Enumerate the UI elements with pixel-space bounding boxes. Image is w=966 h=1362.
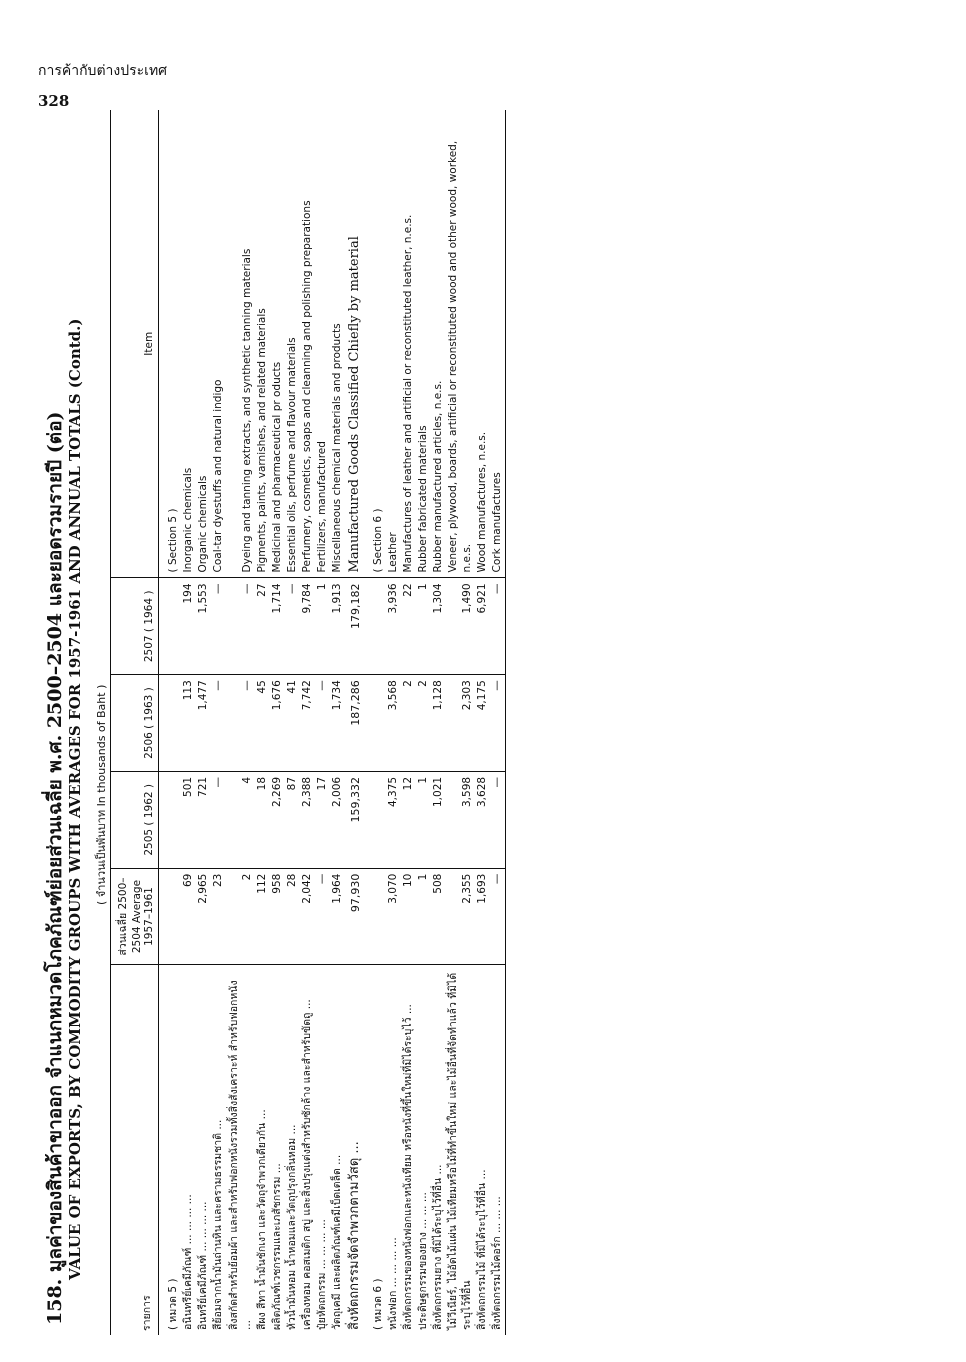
table-row <box>181 110 196 1335</box>
average-cell: — <box>315 868 330 965</box>
value-2505-cell: 12 <box>401 771 416 868</box>
table-row <box>227 110 255 1335</box>
item-cell: Rubber fabricated materials <box>416 110 431 578</box>
value-2505-cell: 4 <box>227 771 255 868</box>
value-2505-cell: 2,006 <box>330 771 345 868</box>
item-cell: Organic chemicals <box>196 110 211 578</box>
table-row <box>386 110 401 1335</box>
table-row <box>330 110 345 1335</box>
thai-item-cell: วัตถุเคมี และผลิตภัณฑ์เคมีเบ็ดเตล็ด ... <box>331 1154 344 1330</box>
col-header-2506: 2506 ( 1963 ) <box>111 675 159 772</box>
value-2505-cell: 17 <box>315 771 330 868</box>
thai-item-cell: หัวน้ำมันหอม น้ำหอมและวัตถุปรุงกลิ่นหอม ... <box>286 1124 298 1330</box>
value-2505-cell: 87 <box>285 771 300 868</box>
thai-item-cell: อินทรีย์เคมีภัณฑ์ ... ... ... ... <box>197 1201 210 1330</box>
value-2506-cell: — <box>227 675 255 772</box>
table-row <box>346 110 364 1335</box>
value-2507-cell: 22 <box>401 578 416 675</box>
item-cell: Dyeing and tanning extracts, and synthetic tanning materials <box>227 110 255 578</box>
item-cell: ( Section 5 ) <box>159 110 182 578</box>
value-2505-cell: 159,332 <box>346 771 364 868</box>
value-2506-cell: 3,568 <box>386 675 401 772</box>
value-2505-cell: 3,628 <box>475 771 490 868</box>
value-2506-cell: 1,128 <box>431 675 446 772</box>
thai-item-cell: สิ่งหัตถกรรมไม้ ที่มิได้ระบุไว้ที่อื่น ... <box>475 1169 488 1330</box>
average-cell: 508 <box>431 868 446 965</box>
value-2506-cell: 41 <box>285 675 300 772</box>
average-cell <box>159 868 182 965</box>
item-cell: Inorganic chemicals <box>181 110 196 578</box>
average-cell: 1,964 <box>330 868 345 965</box>
value-2507-cell: 6,921 <box>475 578 490 675</box>
thai-item-cell: สิ่งหัตถกรรมยาง ที่มิได้ระบุไว้ที่อื่น ... <box>432 1164 445 1330</box>
value-2506-cell <box>364 675 386 772</box>
thai-item-cell: หนังฟอก ... ... ... ... <box>386 1237 399 1330</box>
table-row <box>159 110 182 1335</box>
table-row <box>211 110 226 1335</box>
value-2507-cell <box>364 578 386 675</box>
value-2505-cell: 2,269 <box>270 771 285 868</box>
average-cell: 2,965 <box>196 868 211 965</box>
item-cell: Pigments, paints, varnishes, and related materials <box>255 110 270 578</box>
value-2506-cell: 2,303 <box>446 675 474 772</box>
thai-item-cell: สิ่งหัตถกรรมจัดจำพวกตามวัสดุ ... <box>346 1141 362 1330</box>
thai-item-cell: เครื่องหอม คอสเมติก สบู่ และสิ่งปรุงแต่งสำหรับซักล้าง และสำหรับขัดถู ... <box>301 999 314 1330</box>
table-row <box>285 110 300 1335</box>
item-cell: Essential oils, perfume and flavour materials <box>285 110 300 578</box>
item-cell: Fertilizers, manufactured <box>315 110 330 578</box>
value-2506-cell: — <box>211 675 226 772</box>
thai-item-cell: อนินทรีย์เคมีภัณฑ์ ... ... ... ... <box>182 1194 195 1330</box>
table-row <box>270 110 285 1335</box>
table-row <box>364 110 386 1335</box>
value-2507-cell <box>159 578 182 675</box>
value-2505-cell <box>159 771 182 868</box>
average-cell: 958 <box>270 868 285 965</box>
thai-item-cell: ปุ๋ยหัตถกรรม ... ... ... ... <box>316 1219 329 1330</box>
average-cell: 28 <box>285 868 300 965</box>
value-2505-cell <box>364 771 386 868</box>
item-cell: Miscellaneous chemical materials and products <box>330 110 345 578</box>
value-2506-cell: 113 <box>181 675 196 772</box>
value-2506-cell: 7,742 <box>300 675 315 772</box>
value-2507-cell: 9,784 <box>300 578 315 675</box>
table-row <box>431 110 446 1335</box>
item-cell: Rubber manufactured articles, n.e.s. <box>431 110 446 578</box>
item-cell: Wood manufactures, n.e.s. <box>475 110 490 578</box>
value-2507-cell: — <box>227 578 255 675</box>
average-cell: 97,930 <box>346 868 364 965</box>
page-number: 328 <box>38 92 70 110</box>
item-cell: Cork manufactures <box>490 110 506 578</box>
unit-note: ( จำนวนเป็นพันบาท In thousands of Baht ) <box>95 684 108 905</box>
value-2506-cell: — <box>315 675 330 772</box>
value-2506-cell: 1,676 <box>270 675 285 772</box>
item-cell: Coal-tar dyestuffs and natural indigo <box>211 110 226 578</box>
thai-item-cell: ( หมวด 6 ) <box>371 1278 384 1330</box>
value-2507-cell: 194 <box>181 578 196 675</box>
average-cell: 23 <box>211 868 226 965</box>
value-2507-cell: — <box>490 578 506 675</box>
value-2506-cell: — <box>490 675 506 772</box>
average-cell: 2,355 <box>446 868 474 965</box>
table-row <box>401 110 416 1335</box>
thai-item-cell: ประดิษฐกรรมของยาง ... ... ... <box>417 1192 430 1330</box>
value-2507-cell: 1,913 <box>330 578 345 675</box>
value-2507-cell: 1 <box>416 578 431 675</box>
item-cell: Leather <box>386 110 401 578</box>
value-2507-cell: 1,304 <box>431 578 446 675</box>
value-2507-cell: 3,936 <box>386 578 401 675</box>
value-2507-cell: 1,490 <box>446 578 474 675</box>
table-row <box>490 110 506 1335</box>
average-cell: 3,070 <box>386 868 401 965</box>
value-2506-cell: 2 <box>416 675 431 772</box>
value-2505-cell: 721 <box>196 771 211 868</box>
thai-item-cell: สีย้อมจากน้ำมันถ่านหิน และครามธรรมชาติ ... <box>212 1119 225 1330</box>
value-2505-cell: — <box>490 771 506 868</box>
value-2505-cell: 18 <box>255 771 270 868</box>
thai-item-cell: สีผง สีทา น้ำมันชักเงา และวัตถุจำพวกเดียวกัน ... <box>255 1109 268 1330</box>
table-body <box>159 110 506 1335</box>
value-2506-cell: 1,734 <box>330 675 345 772</box>
thai-item-cell: สิ่งหัตถกรรมไม้คอร์ก ... ... ... <box>490 965 506 1335</box>
average-cell: 2 <box>227 868 255 965</box>
value-2505-cell: 3,598 <box>446 771 474 868</box>
value-2507-cell: 179,182 <box>346 578 364 675</box>
table-row <box>475 110 490 1335</box>
value-2506-cell: 1,477 <box>196 675 211 772</box>
item-cell: Manufactures of leather and artificial or reconstituted leather, n.e.s. <box>401 110 416 578</box>
table-row <box>416 110 431 1335</box>
value-2507-cell: 1,714 <box>270 578 285 675</box>
table-title-english: VALUE OF EXPORTS, BY COMMODITY GROUPS WITH AVERAGES FOR 1957-1961 AND ANNUAL TOTALS (Contd.) <box>66 318 84 1280</box>
table-row <box>255 110 270 1335</box>
value-2507-cell: — <box>211 578 226 675</box>
value-2507-cell: — <box>285 578 300 675</box>
item-cell: Perfumery, cosmetics, soaps and cleanning and polishing preparations <box>300 110 315 578</box>
average-cell <box>364 868 386 965</box>
item-cell: Veneer, plywood, boards, artificial or reconstituted wood and other wood, worked, n.e.s. <box>446 110 474 578</box>
value-2507-cell: 1 <box>315 578 330 675</box>
item-cell: Medicinal and pharmaceutical pr oducts <box>270 110 285 578</box>
running-header: การค้ากับต่างประเทศ <box>38 63 168 79</box>
table-title-thai: 158. มูลค่าของสินค้าขาออก จำแนกหมวดโภคภัณฑ์ย่อยส่วนเฉลี่ย พ.ศ. 2500–2504 และยอดรวมรายปี (ต่อ) <box>44 411 66 1325</box>
value-2507-cell: 1,553 <box>196 578 211 675</box>
table-row <box>196 110 211 1335</box>
value-2506-cell: 187,286 <box>346 675 364 772</box>
value-2505-cell: 2,388 <box>300 771 315 868</box>
item-cell: ( Section 6 ) <box>364 110 386 578</box>
value-2506-cell: 45 <box>255 675 270 772</box>
average-cell: 112 <box>255 868 270 965</box>
value-2506-cell <box>159 675 182 772</box>
average-cell: — <box>490 868 506 965</box>
value-2505-cell: 1 <box>416 771 431 868</box>
average-cell: 10 <box>401 868 416 965</box>
value-2505-cell: 4,375 <box>386 771 401 868</box>
item-cell: Manufactured Goods Classified Chiefly by material <box>346 110 364 578</box>
rotated-table-block <box>40 105 920 1335</box>
thai-item-cell: ผลิตภัณฑ์เวชกรรมและเภสัชกรรม ... <box>270 1163 283 1330</box>
table-row <box>300 110 315 1335</box>
average-cell: 69 <box>181 868 196 965</box>
col-header-2507: 2507 ( 1964 ) <box>111 578 159 675</box>
col-header-item: Item <box>111 110 159 578</box>
table-row <box>315 110 330 1335</box>
col-header-2505: 2505 ( 1962 ) <box>111 771 159 868</box>
col-header-thai-item: รายการ <box>111 965 159 1335</box>
thai-item-cell: ไม้วีเนียร์, ไม้อัดไม้แผ่น ไม้เทียมหรือไม้ที่ทำขึ้นใหม่ และไม้อื่นที่จัดทำแล้ว ที่มิได้ระบุไว้ที่อื่น <box>447 972 473 1330</box>
value-2505-cell: 1,021 <box>431 771 446 868</box>
thai-item-cell: ( หมวด 5 ) <box>167 1278 179 1330</box>
value-2505-cell: 501 <box>181 771 196 868</box>
average-cell: 1,693 <box>475 868 490 965</box>
value-2507-cell: 27 <box>255 578 270 675</box>
average-cell: 1 <box>416 868 431 965</box>
value-2506-cell: 4,175 <box>475 675 490 772</box>
value-2505-cell: — <box>211 771 226 868</box>
value-2506-cell: 2 <box>401 675 416 772</box>
table-row <box>446 110 474 1335</box>
thai-item-cell: สิ่งสกัดสำหรับย้อมผ้า และสำหรับฟอกหนังรวมทั้งสิ่งสังเคราะห์ สำหรับฟอกหนัง ... <box>227 980 253 1330</box>
exports-table <box>110 110 506 1335</box>
average-cell: 2,042 <box>300 868 315 965</box>
col-header-average: ส่วนเฉลี่ย 2500–2504 Average 1957–1961 <box>111 868 159 965</box>
thai-item-cell: สิ่งหัตถกรรมของหนังฟอกและหนังเทียม หรือหนังที่ขึ้นใหม่ที่มิได้ระบุไว้ ... <box>402 1004 414 1330</box>
